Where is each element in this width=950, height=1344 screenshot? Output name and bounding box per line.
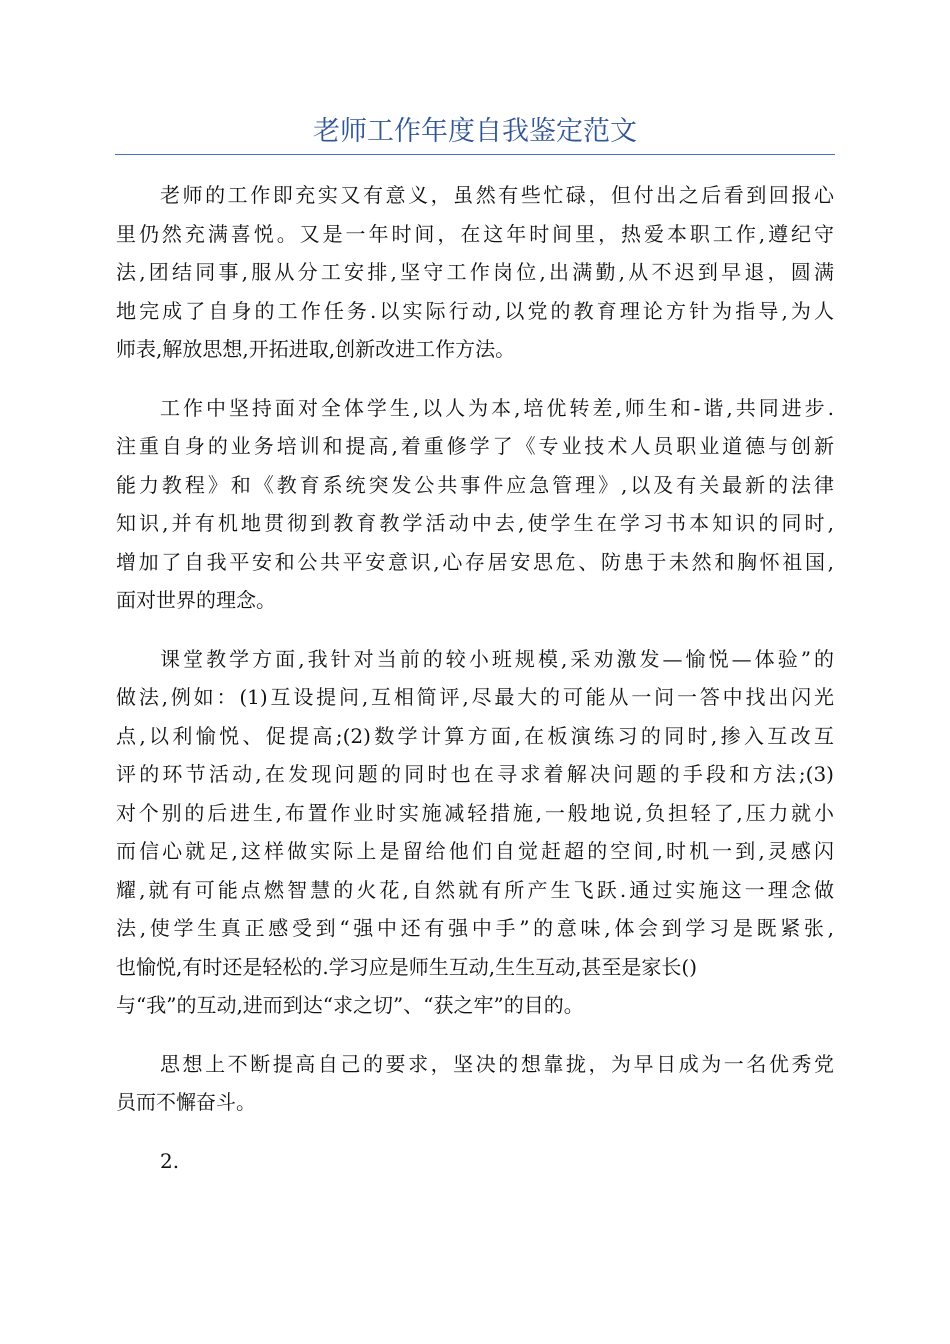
paragraph-line: 老师的工作即充实又有意义，虽然有些忙碌，但付出之后看到回报心 (160, 183, 834, 207)
paragraph-line: 增加了自我平安和公共平安意识,心存居安思危、防患于未然和胸怀祖国, (116, 549, 834, 574)
paragraph-line: 点,以利愉悦、促提高;(2)数学计算方面,在板演练习的同时,掺入互改互 (116, 723, 834, 748)
paragraph-4 (116, 1045, 834, 1122)
paragraph-2 (116, 389, 834, 620)
paragraph-line: 课堂教学方面,我针对当前的较小班规模,采劝激发—愉悦—体验”的 (160, 646, 834, 671)
paragraph-line: 法,团结同事,服从分工安排,坚守工作岗位,出满勤,从不迟到早退，圆满 (116, 260, 834, 284)
document-title: 老师工作年度自我鉴定范文 (313, 116, 637, 147)
paragraph-line: 也愉悦,有时还是轻松的.学习应是师生互动,生生互动,甚至是家长() (116, 954, 698, 979)
paragraph-line: 2. (160, 1148, 180, 1173)
paragraph-line: 地完成了自身的工作任务.以实际行动,以党的教育理论方针为指导,为人 (116, 298, 834, 323)
paragraph-line: 做法,例如：(1)互设提问,互相简评,尽最大的可能从一问一答中找出闪光 (116, 685, 834, 709)
paragraph-3 (116, 640, 834, 1025)
paragraph-line: 师表,解放思想,开拓进取,创新改进工作方法。 (116, 337, 516, 361)
document-body (116, 176, 834, 1200)
paragraph-line: 能力教程》和《教育系统突发公共事件应急管理》,以及有关最新的法律 (116, 472, 834, 497)
paragraph-line: 工作中坚持面对全体学生,以人为本,培优转差,师生和-谐,共同进步. (160, 395, 834, 420)
title-underline (115, 154, 835, 155)
paragraph-1 (116, 176, 834, 369)
paragraph-line: 面对世界的理念。 (116, 588, 276, 612)
paragraph-line: 法,使学生真正感受到“强中还有强中手”的意味,体会到学习是既紧张, (116, 916, 834, 940)
paragraph-line: 注重自身的业务培训和提高,着重修学了《专业技术人员职业道德与创新 (116, 434, 834, 458)
paragraph-line: 与“我”的互动,进而到达“求之切”、“获之牢”的目的。 (116, 993, 584, 1017)
paragraph-line: 对个别的后进生,布置作业时实施减轻措施,一般地说,负担轻了,压力就小 (116, 800, 834, 825)
paragraph-line: 思想上不断提高自己的要求，坚决的想靠拢，为早日成为一名优秀党 (160, 1051, 834, 1076)
paragraph-5 (116, 1142, 834, 1181)
paragraph-line: 知识,并有机地贯彻到教育教学活动中去,使学生在学习书本知识的同时, (116, 511, 834, 535)
paragraph-line: 评的环节活动,在发现问题的同时也在寻求着解决问题的手段和方法;(3) (116, 762, 834, 786)
paragraph-line: 员而不懈奋斗。 (116, 1090, 256, 1114)
paragraph-line: 里仍然充满喜悦。又是一年时间，在这年时间里，热爱本职工作,遵纪守 (116, 221, 834, 246)
paragraph-line: 而信心就足,这样做实际上是留给他们自觉赶超的空间,时机一到,灵感闪 (116, 839, 834, 863)
paragraph-line: 耀,就有可能点燃智慧的火花,自然就有所产生飞跃.通过实施这一理念做 (116, 877, 834, 902)
